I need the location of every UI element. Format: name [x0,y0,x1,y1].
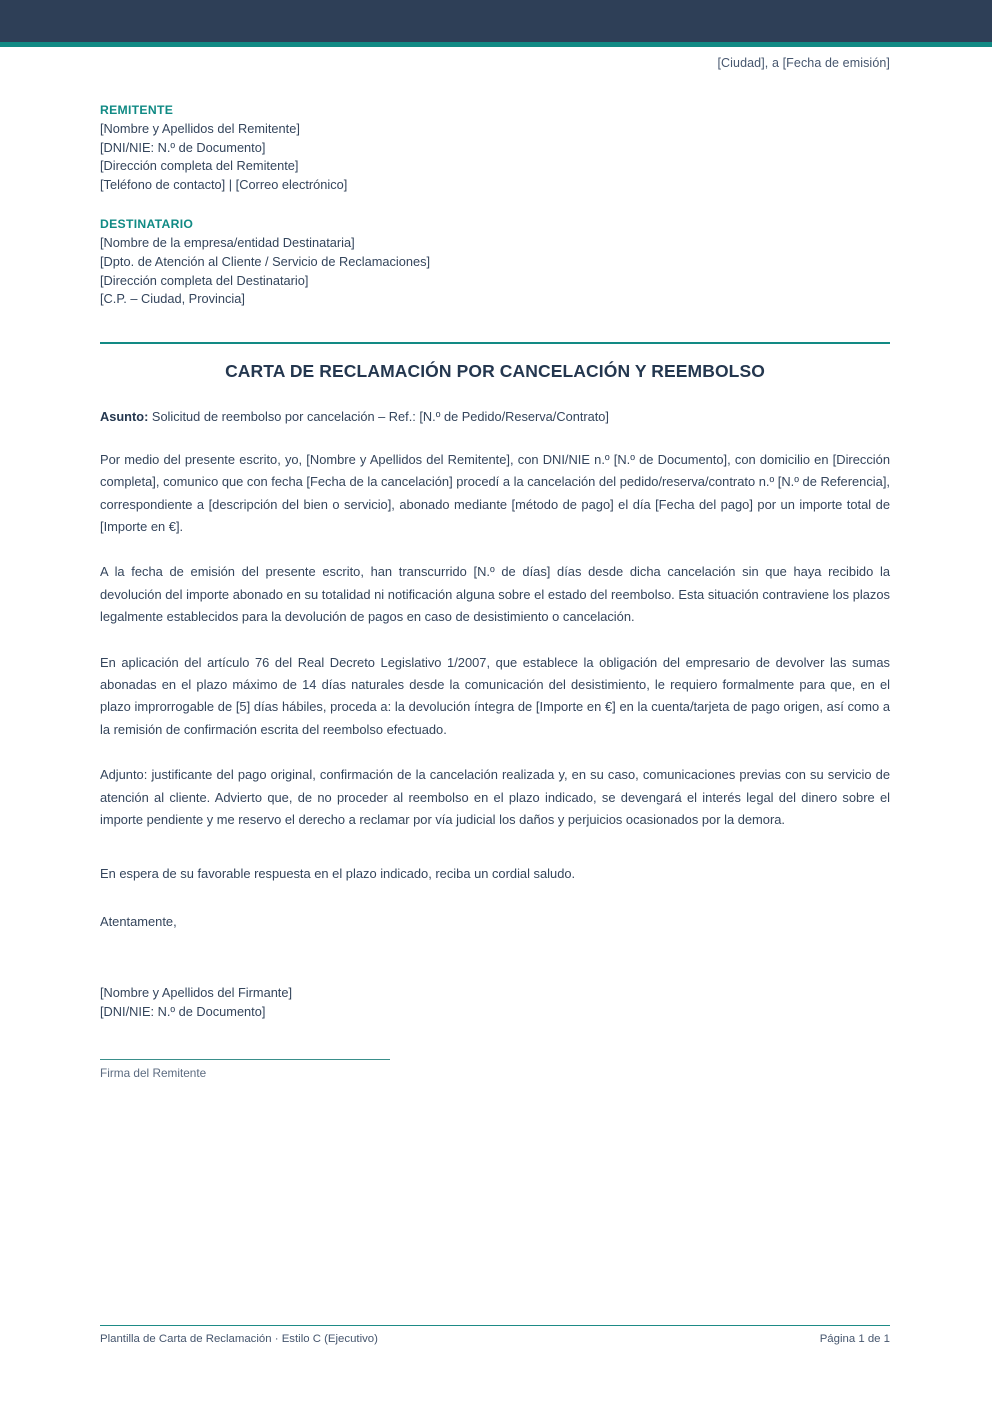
signer-block [100,983,890,1022]
footer-page-number: Página 1 de 1 [819,1333,890,1346]
page-footer [100,1325,890,1345]
recipient-department: [Dpto. de Atención al Cliente / Servicio de Reclamaciones] [100,253,431,269]
signer-name: [Nombre y Apellidos del Firmante] [100,984,293,1000]
body-paragraph-3: En aplicación del artículo 76 del Real Decreto Legislativo 1/2007, que establece la obligación del empresario de devolver las sumas abonadas en el plazo máximo de 14 días naturales desde la comunicación del desistimiento, le requiero formalmente para que, en el plazo improrrogable de [5] días hábiles, proceda a: la devolución íntegra de [Importe en €] en la cuenta/tarjeta de pago origen, así como a la remisión de confirmación escrita del reembolso efectuado. [100,654,890,737]
closing-line: En espera de su favorable respuesta en el plazo indicado, reciba un cordial saludo. [100,866,576,882]
signature-caption: Firma del Remitente [100,1066,207,1081]
recipient-block [100,217,890,308]
sender-document: [DNI/NIE: N.º de Documento] [100,139,266,155]
page-title: CARTA DE RECLAMACIÓN POR CANCELACIÓN Y REEMBOLSO [225,360,765,381]
subject-text: Solicitud de reembolso por cancelación – Ref.: [N.º de Pedido/Reserva/Contrato] [151,408,609,424]
date-line: [Ciudad], a [Fecha de emisión] [717,56,890,70]
footer-row [100,1333,890,1345]
recipient-address: [Dirección completa del Destinatario] [100,272,309,288]
sender-name: [Nombre y Apellidos del Remitente] [100,121,300,136]
letterhead-bar [0,0,992,42]
document-content [100,47,890,1080]
sender-address: [Dirección completa del Remitente] [100,158,299,174]
recipient-city: [C.P. – Ciudad, Provincia] [100,291,245,307]
body-paragraph-4: Adjunto: justificante del pago original, confirmación de la cancelación realizada y, en su caso, comunicaciones previas con su servicio de atención al cliente. Advierto que, de no proceder al reembolso en el plazo indicado, se devengará el interés legal del dinero sobre el importe pendiente y me reservo el derecho a reclamar por vía judicial los daños y perjuicios ocasionados por la demora. [100,767,890,828]
signer-document: [DNI/NIE: N.º de Documento] [100,1004,266,1020]
title-divider [100,342,890,344]
recipient-company: [Nombre de la empresa/entidad Destinataria] [100,235,355,251]
subject-label: Asunto: [100,408,149,424]
sign-off-line: Atentamente, [100,913,177,929]
sender-heading: REMITENTE [100,103,174,117]
footer-template-name: Plantilla de Carta de Reclamación · Estilo C (Ejecutivo) [100,1333,378,1346]
footer-divider [100,1325,890,1326]
signature-line [100,1059,390,1061]
body-paragraph-1: Por medio del presente escrito, yo, [Nombre y Apellidos del Remitente], con DNI/NIE n.º [N.º de Documento], con domicilio en [Dirección completa], comunico que con fecha [Fecha de la cancelación] procedí a la cancelación del pedido/reserva/contrato n.º [N.º de Referencia], correspondiente a [descripción del bien o servicio], abonado mediante [método de pago] el día [Fecha del pago] por un importe total de [Importe en €]. [100,451,890,534]
subject-line [100,408,890,426]
body-paragraph-2: A la fecha de emisión del presente escrito, han transcurrido [N.º de días] días desde dicha cancelación sin que haya recibido la devolución del importe abonado en su totalidad ni notificación alguna sobre el estado del reembolso. Esta situación contraviene los plazos legalmente establecidos para la devolución de pagos en caso de desistimiento o cancelación. [100,564,890,625]
recipient-heading: DESTINATARIO [100,217,194,232]
sender-block [100,103,890,194]
sender-contact: [Teléfono de contacto] | [Correo electrónico] [100,176,348,192]
